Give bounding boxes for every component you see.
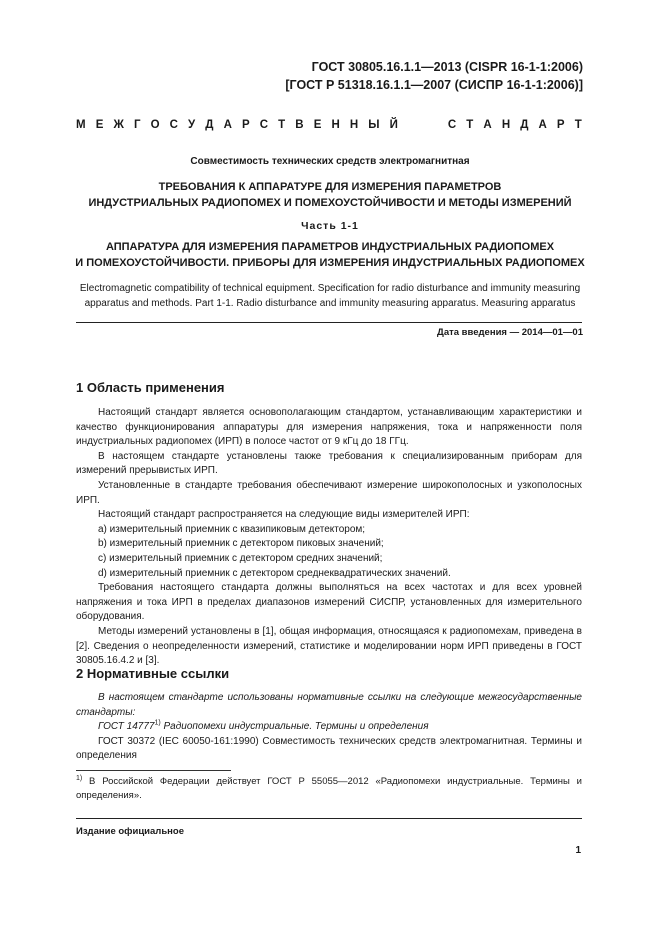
list-item: d) измерительный приемник с детектором среднеквадратических значений. [98, 567, 451, 579]
section-1-body [76, 406, 582, 669]
title-letter: А [538, 119, 547, 131]
title-letter: Т [574, 119, 582, 131]
title-letter: О [150, 119, 160, 131]
title-letter: Е [313, 119, 322, 131]
requirements-line-1: ТРЕБОВАНИЯ К АППАРАТУРЕ ДЛЯ ИЗМЕРЕНИЯ ПАРАМЕТРОВ [158, 181, 502, 193]
title-letter: С [447, 119, 457, 131]
title-letter: Н [501, 119, 511, 131]
footnote-ref[interactable]: 1) [154, 719, 161, 727]
paragraph: Требования настоящего стандарта должны выполняться на всех частотах и для всех уровней напряжения и тока ИРП в пределах диапазонов измерений СИСПР, установленных для измерительного оборудования. [76, 582, 582, 623]
reference-item: ГОСТ 30372 (IEC 60050-161:1990) Совместимость технических средств электромагнитная. Термины и определения [76, 735, 582, 762]
header-divider [76, 322, 582, 323]
apparatus-title [60, 239, 600, 271]
section-2-body [76, 691, 582, 764]
paragraph: Настоящий стандарт распространяется на следующие виды измерителей ИРП: [98, 509, 470, 521]
list-item: b) измерительный приемник с детектором пиковых значений; [98, 538, 384, 550]
title-letter: Ж [113, 119, 124, 131]
section-1-heading: 1 Область применения [76, 380, 225, 395]
reference-code: ГОСТ 14777 [98, 721, 155, 733]
edition-label: Издание официальное [76, 826, 184, 837]
title-letter: Т [466, 119, 474, 131]
paragraph: Настоящий стандарт является основополагающим стандартом, устанавливающим характеристики и качество функционирования аппаратуры для измерения напряжения, тока и напряженности поля индустриальных радиопомех (ИРП) в полосе частот от 9 кГц до 18 ГГц. [76, 407, 582, 448]
title-letter: Т [278, 119, 286, 131]
title-letter: С [169, 119, 178, 131]
reference-title: Радиопомехи индустриальные. Термины и определения [160, 721, 429, 733]
paragraph: Методы измерений установлены в [1], общая информация, относящаяся к радиопомехам, приведена в [2]. Сведения о неопределенности измерений, статистике и моделировании норм ИРП приведены в ГОСТ 30805.16.4.2 и [3]. [76, 625, 582, 667]
paragraph: Установленные в стандарте требования обеспечивают измерение широкополосных и узкополосных ИРП. [76, 479, 582, 506]
apparatus-line-1: АППАРАТУРА ДЛЯ ИЗМЕРЕНИЯ ПАРАМЕТРОВ ИНДУСТРИАЛЬНЫХ РАДИОПОМЕХ [105, 241, 555, 253]
english-line-1: Electromagnetic compatibility of technical equipment. Specification for radio disturbance and immunity measuring [79, 283, 581, 294]
title-letter: Р [556, 119, 565, 131]
title-letter: В [295, 119, 304, 131]
title-letter: Д [520, 119, 529, 131]
date-of-introduction: Дата введения — 2014—01—01 [437, 327, 583, 338]
paragraph: В настоящем стандарте использованы нормативные ссылки на следующие межгосударственные стандарты: [76, 692, 582, 718]
document-type-title [76, 119, 582, 131]
subtitle: Совместимость технических средств электромагнитная [190, 156, 470, 167]
footer-divider [76, 818, 582, 819]
footnote-divider [76, 770, 231, 771]
title-gap [421, 119, 424, 131]
title-letter: Н [349, 119, 359, 131]
standard-code-alt: [ГОСТ Р 51318.16.1.1—2007 (СИСПР 16-1-1:2006)] [285, 78, 583, 92]
title-letter: Р [241, 119, 250, 131]
title-letter: Й [389, 119, 398, 131]
requirements-title [60, 179, 600, 211]
title-letter: Ы [368, 119, 380, 131]
footnote [76, 775, 582, 803]
footnote-mark: 1) [76, 774, 83, 782]
page-number: 1 [575, 845, 581, 856]
paragraph: В настоящем стандарте установлены также требования к специализированным приборам для измерений прерывистых ИРП. [76, 450, 582, 477]
standard-code: ГОСТ 30805.16.1.1—2013 (CISPR 16-1-1:2006) [311, 60, 583, 74]
title-gap [435, 119, 438, 131]
english-title [60, 282, 600, 311]
title-letter: А [223, 119, 232, 131]
title-letter: У [188, 119, 196, 131]
reference-item [76, 720, 582, 735]
english-line-2: apparatus and methods. Part 1-1. Radio disturbance and immunity measuring apparatus. Measuring apparatus [84, 297, 576, 309]
list-item: а) измерительный приемник с квазипиковым детектором; [98, 523, 366, 535]
list-item: c) измерительный приемник с детектором средних значений; [98, 552, 383, 564]
title-letter: А [483, 119, 492, 131]
title-letter: Н [331, 119, 340, 131]
title-letter: Е [95, 119, 104, 131]
section-2-heading: 2 Нормативные ссылки [76, 666, 230, 681]
title-letter: Г [133, 119, 141, 131]
title-letter: М [76, 119, 86, 131]
part-label: Часть 1-1 [301, 220, 359, 232]
title-gap [408, 119, 411, 131]
footnote-text: В Российской Федерации действует ГОСТ Р 55055—2012 «Радиопомехи индустриальные. Термины и определения». [76, 776, 582, 801]
title-letter: С [259, 119, 269, 131]
requirements-line-2: ИНДУСТРИАЛЬНЫХ РАДИОПОМЕХ И ПОМЕХОУСТОЙЧИВОСТИ И МЕТОДЫ ИЗМЕРЕНИЙ [88, 197, 572, 209]
apparatus-line-2: И ПОМЕХОУСТОЙЧИВОСТИ. ПРИБОРЫ ДЛЯ ИЗМЕРЕНИЯ ИНДУСТРИАЛЬНЫХ РАДИОПОМЕХ [75, 257, 585, 269]
title-letter: Д [205, 119, 214, 131]
